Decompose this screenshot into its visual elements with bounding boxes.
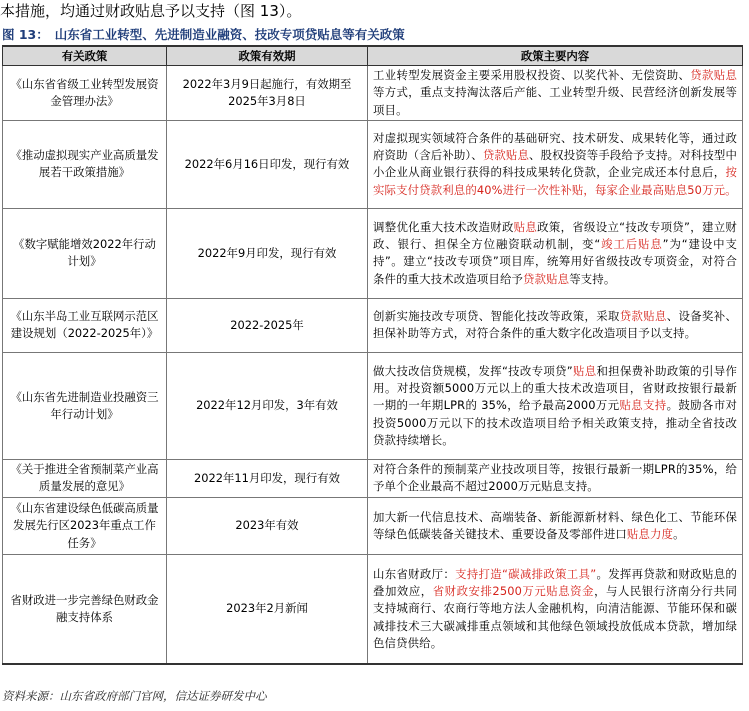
table-row [3,120,743,208]
table-row [3,298,743,352]
table-row [3,497,743,554]
policy-name: 《山东省省级工业转型发展资金管理办法》 [3,66,167,121]
policy-validity: 2022年12月印发，3年有效 [167,352,368,459]
content-text: 政策，省级设立“技改专项贷”，建立财政、银行、担保全方位融资联动机制，变“ [373,219,737,252]
content-text: 。 [673,526,685,541]
table-row [3,459,743,497]
header-content: 政策主要内容 [368,46,743,66]
policy-name: 《推动虚拟现实产业高质量发展若干政策措施》 [3,120,167,208]
highlight-text: 贷款贴息 [482,148,530,163]
content-text: ，与人民银行济南分行共同支持城商行、农商行等地方法人金融机构，向清洁能源、节能环保和碳减排技术三大碳减排重点领域和其他绿色领域投放低成本贷款，增加绿色信贷供给。 [373,584,737,651]
table-row [3,554,743,664]
table-row [3,352,743,459]
highlight-text: 省财政安排2500万元贴息资金 [432,584,595,599]
content-text: ”为“建设中支持”。建立“技改专项贷”项目库，统筹用好省级技改专项资金，对符合条件的重大技术改造项目给予 [373,237,737,286]
intro-text: 本措施，均通过财政贴息予以支持（图 13）。 [0,2,302,20]
highlight-text: 按实际支付贷款利息的40%进行一次性补贴，每家企业最高贴息50万元。 [373,165,737,197]
highlight-text: 支持打造“碳减排政策工具” [455,566,597,581]
content-text: 等支持。 [569,271,616,286]
figure-title [2,25,405,45]
highlight-text: 贴息力度 [626,526,674,541]
policy-name: 《数字赋能增效2022年行动计划》 [3,208,167,298]
policy-content [368,352,743,459]
highlight-text: 竣工后贴息 [600,237,663,252]
content-text: 、股权投资等手段给予支持。对科技型中小企业从商业银行获得的科技成果转化贷款，企业完成还本付息后， [373,148,737,180]
policy-validity: 2022年6月16日印发，现行有效 [167,120,368,208]
figure-title-text: 山东省工业转型、先进制造业融资、技改专项贷贴息等有关政策 [54,27,405,42]
table-row [3,66,743,121]
highlight-text: 贷款贴息 [523,271,570,286]
policy-validity: 2023年有效 [167,497,368,554]
content-text: 调整优化重大技术改造财政 [373,219,514,234]
highlight-text: 贴息 [572,363,597,378]
header-policy: 有关政策 [3,46,167,66]
content-text: 对虚拟现实领域符合条件的基础研究、技术研发、成果转化等，通过政府资助（含后补助）、 [373,130,737,163]
policy-validity: 2022年9月印发，现行有效 [167,208,368,298]
policy-name: 《山东半岛工业互联网示范区建设规划（2022-2025年）》 [3,298,167,352]
policy-content [368,120,743,208]
content-text: 山东省财政厅： [373,566,456,581]
policy-validity: 2022年11月印发，现行有效 [167,459,368,497]
policy-content [368,497,743,554]
content-text: 加大新一代信息技术、高端装备、新能源新材料、绿色化工、节能环保等绿色低碳装备关键技术、重要设备及零部件进口 [373,509,737,541]
policy-content [368,459,743,497]
figure-number: 图 13： [2,27,49,42]
policy-name: 《关于推进全省预制菜产业高质量发展的意见》 [3,459,167,497]
highlight-text: 贴息 [513,219,538,234]
policy-name: 《山东省先进制造业投融资三年行动计划》 [3,352,167,459]
policy-content [368,66,743,121]
content-text: 做大技改信贷规模，发挥“技改专项贷” [373,363,573,378]
source-note: 资料来源：山东省政府部门官网，信达证券研发中心 [2,689,267,703]
content-text: 工业转型发展资金主要采用股权投资、以奖代补、无偿资助、 [373,68,691,82]
highlight-text: 贷款贴息 [619,309,667,324]
content-text: 和担保费补助政策的引导作用。对投资额5000万元以上的重大技术改造项目，省财政按银行最新一期的一年期LPR的 35%，给予最高2000万元 [373,363,737,413]
policy-validity: 2022-2025年 [167,298,368,352]
content-text: 、设备奖补、担保补助等方式，对符合条件的重大数字化改造项目予以支持。 [373,309,737,341]
table-header-row [3,46,743,66]
content-text: 创新实施技改专项贷、智能化技改等政策，采取 [373,309,620,324]
policy-content [368,208,743,298]
content-text: 。鼓励各市对投资5000万元以下的技术改造项目给予相关政策支持，推动全省技改贷款持续增长。 [373,398,738,447]
policy-name: 省财政进一步完善绿色财政金融支持体系 [3,554,167,664]
header-validity: 政策有效期 [167,46,368,66]
policy-validity: 2023年2月新闻 [167,554,368,664]
policy-content [368,298,743,352]
policy-table [2,45,743,665]
table-row [3,208,743,298]
content-text: 。发挥再贷款和财政贴息的叠加效应， [373,566,737,599]
content-text: 等方式，重点支持淘汰落后产能、工业转型升级、民营经济创新发展等项目。 [373,85,737,117]
policy-validity: 2022年3月9日起施行，有效期至2025年3月8日 [167,66,368,121]
policy-name: 《山东省建设绿色低碳高质量发展先行区2023年重点工作任务》 [3,497,167,554]
highlight-text: 贴息支持 [619,398,667,413]
policy-content [368,554,743,664]
highlight-text: 贷款贴息 [690,68,737,82]
content-text: 对符合条件的预制菜产业技改项目等，按银行最新一期LPR的35%，给予单个企业最高不超过2000万元贴息支持。 [373,462,737,494]
